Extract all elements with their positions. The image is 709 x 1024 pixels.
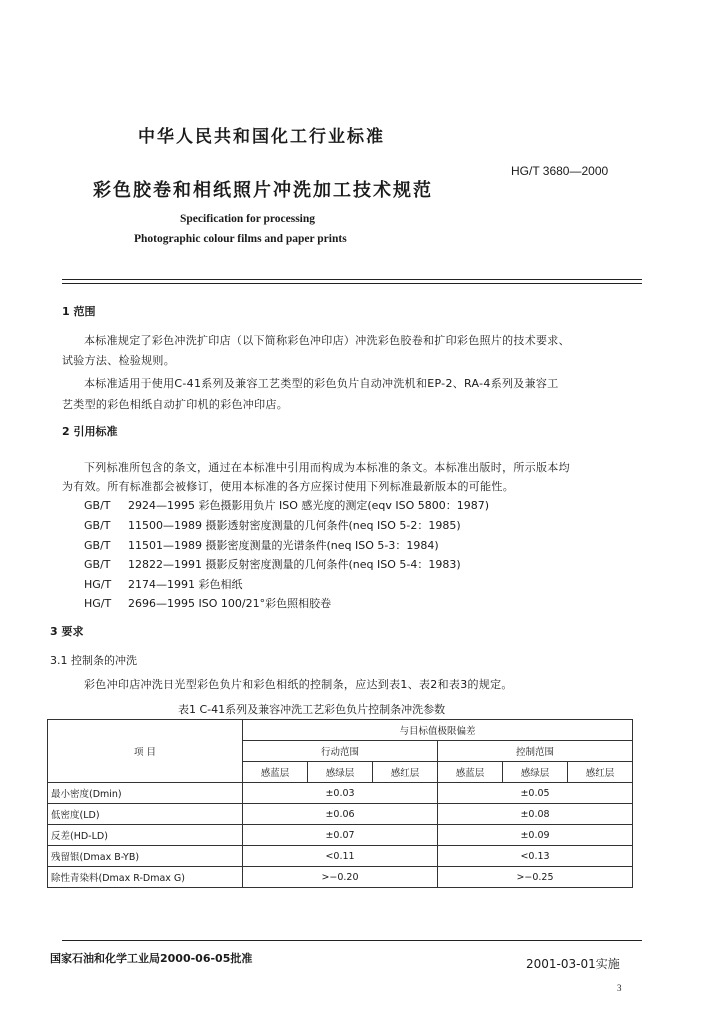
table-row-control-value: ±0.08: [438, 804, 633, 825]
reference-text: 2696—1995 ISO 100/21°彩色照相胶卷: [128, 597, 332, 610]
section-1-para-1-line-1: 本标准规定了彩色冲洗扩印店（以下简称彩色冲印店）冲洗彩色胶卷和扩印彩色照片的技术要求、: [84, 334, 570, 347]
reference-code: GB/T: [84, 558, 111, 571]
table-row-action-value: ±0.06: [243, 804, 438, 825]
table-header-blue-layer: 感蓝层: [243, 762, 308, 783]
reference-code: GB/T: [84, 539, 111, 552]
english-title-line2: Photographic colour films and paper prints: [134, 233, 347, 245]
table-row-item: 低密度(LD): [48, 804, 243, 825]
reference-item: [84, 517, 461, 533]
table-header-control-range: 控制范围: [438, 741, 633, 762]
table-row-action-value: >−0.20: [243, 867, 438, 888]
reference-item: [84, 576, 243, 592]
section-2-intro-line-1: 下列标准所包含的条文，通过在本标准中引用而构成为本标准的条文。本标准出版时，所示版本均: [84, 461, 570, 474]
table-1: [47, 719, 633, 888]
section-1-heading: 1 范围: [62, 305, 96, 318]
reference-text: 2174—1991 彩色相纸: [128, 578, 243, 591]
standard-number: HG/T 3680—2000: [511, 164, 609, 178]
table-header-green-layer: 感绿层: [308, 762, 373, 783]
english-title-line1: Specification for processing: [180, 213, 316, 225]
section-2-heading: 2 引用标准: [62, 425, 118, 438]
reference-item: [84, 595, 331, 611]
reference-item: [84, 556, 461, 572]
table-row-item: 残留银(Dmax B-YB): [48, 846, 243, 867]
footer-divider: [62, 940, 642, 941]
table-header-blue-layer: 感蓝层: [438, 762, 503, 783]
reference-text: 11501—1989 摄影密度测量的光谱条件(neq ISO 5-3：1984): [128, 539, 439, 552]
table-row-item: 除性青染料(Dmax R-Dmax G): [48, 867, 243, 888]
issuing-category: 中华人民共和国化工行业标准: [138, 127, 385, 147]
reference-code: HG/T: [84, 578, 112, 591]
table-header-green-layer: 感绿层: [503, 762, 568, 783]
table-row-control-value: ±0.05: [438, 783, 633, 804]
table-header-item: 项 目: [48, 720, 243, 783]
reference-item: [84, 497, 489, 513]
document-title: 彩色胶卷和相纸照片冲洗加工技术规范: [93, 180, 433, 201]
table-row-item: 反差(HD-LD): [48, 825, 243, 846]
section-3-1-para: 彩色冲印店冲洗日光型彩色负片和彩色相纸的控制条，应达到表1、表2和表3的规定。: [84, 678, 513, 691]
reference-text: 11500—1989 摄影透射密度测量的几何条件(neq ISO 5-2：1985): [128, 519, 461, 532]
reference-code: GB/T: [84, 499, 111, 512]
table-header-tolerance: 与目标值极限偏差: [243, 720, 633, 741]
section-3-heading: 3 要求: [50, 625, 84, 638]
table-row-control-value: ±0.09: [438, 825, 633, 846]
table-row-action-value: <0.11: [243, 846, 438, 867]
section-1-para-1-line-2: 试验方法、检验规则。: [62, 354, 175, 367]
table-row: [48, 867, 633, 888]
reference-code: HG/T: [84, 597, 112, 610]
effective-date: 2001-03-01实施: [526, 957, 620, 971]
section-1-para-2-line-2: 艺类型的彩色相纸自动扩印机的彩色冲印店。: [62, 398, 288, 411]
header-divider-top: [62, 279, 642, 280]
reference-item: [84, 537, 439, 553]
reference-text: 2924—1995 彩色摄影用负片 ISO 感光度的测定(eqv ISO 5800：1987): [128, 499, 490, 512]
table-1-caption: 表1 C-41系列及兼容冲洗工艺彩色负片控制条冲洗参数: [178, 703, 446, 716]
approval-statement: 国家石油和化学工业局2000-06-05批准: [50, 952, 253, 965]
table-row-item: 最小密度(Dmin): [48, 783, 243, 804]
table-header-red-layer: 感红层: [373, 762, 438, 783]
table-row: [48, 783, 633, 804]
table-row-control-value: >−0.25: [438, 867, 633, 888]
section-2-intro-line-2: 为有效。所有标准都会被修订，使用本标准的各方应探讨使用下列标准最新版本的可能性。: [62, 480, 514, 493]
section-1-para-2-line-1: 本标准适用于使用C-41系列及兼容工艺类型的彩色负片自动冲洗机和EP-2、RA-4系列及兼容工: [84, 377, 559, 390]
section-3-1-heading: 3.1 控制条的冲洗: [50, 654, 137, 667]
table-row-action-value: ±0.03: [243, 783, 438, 804]
header-divider-bottom: [62, 283, 642, 284]
reference-text: 12822—1991 摄影反射密度测量的几何条件(neq ISO 5-4：1983): [128, 558, 461, 571]
reference-code: GB/T: [84, 519, 111, 532]
table-row-action-value: ±0.07: [243, 825, 438, 846]
table-header-action-range: 行动范围: [243, 741, 438, 762]
page-number: 3: [617, 983, 622, 993]
table-row: [48, 846, 633, 867]
table-row: [48, 825, 633, 846]
table-row: [48, 804, 633, 825]
table-header-red-layer: 感红层: [568, 762, 633, 783]
table-row-control-value: <0.13: [438, 846, 633, 867]
